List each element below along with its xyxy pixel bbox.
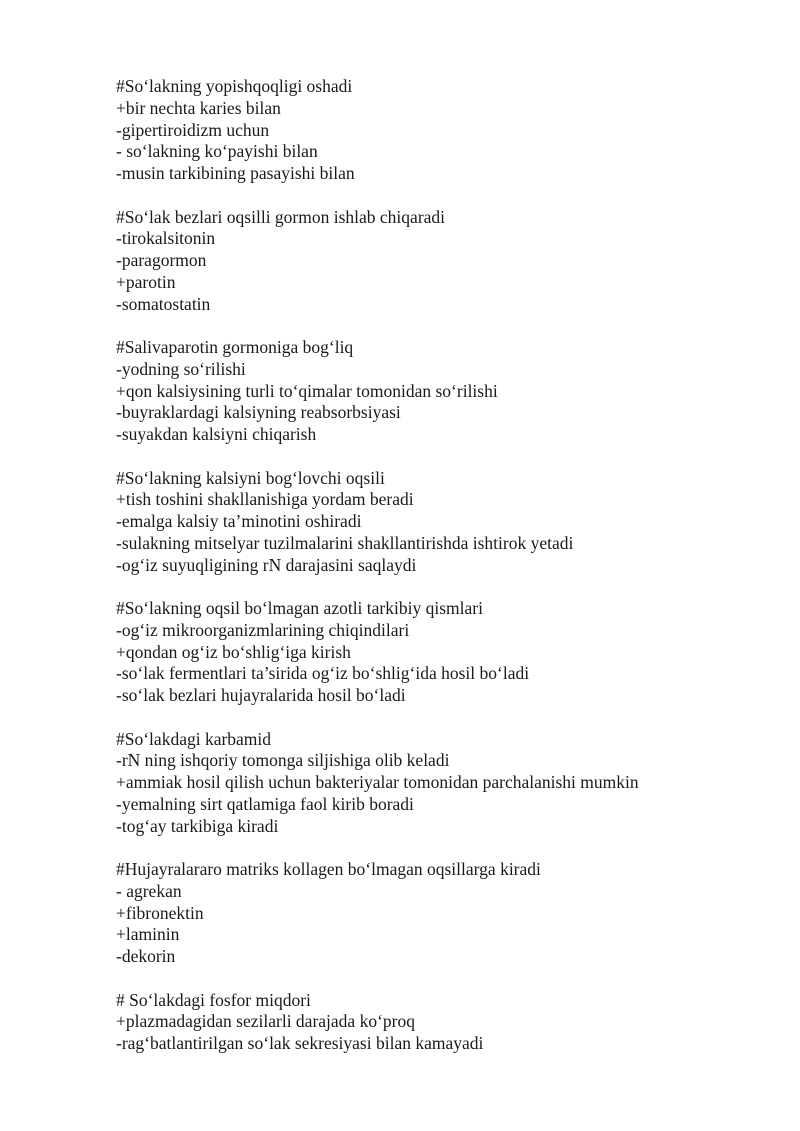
answer-option: -so‘lak bezlari hujayralarida hosil bo‘ladi — [116, 685, 406, 705]
answer-option: - so‘lakning ko‘payishi bilan — [116, 141, 318, 162]
answer-option: +fibronektin — [116, 902, 204, 923]
answer-option: +qondan og‘iz bo‘shlig‘iga kirish — [116, 641, 351, 662]
question-text: #Hujayralararo matriks kollagen bo‘lmagan oqsillarga kiradi — [116, 859, 541, 879]
answer-option: +parotin — [116, 271, 176, 292]
answer-option: +bir nechta karies bilan — [116, 97, 281, 118]
answer-option: -so‘lak fermentlari ta’sirida og‘iz bo‘shlig‘ida hosil bo‘ladi — [116, 663, 530, 684]
answer-option: -rag‘batlantirilgan so‘lak sekresiyasi bilan kamayadi — [116, 1033, 484, 1053]
question-block-5 — [116, 598, 756, 707]
answer-option: -paragormon — [116, 250, 207, 270]
question-text: #So‘lakdagi karbamid — [116, 728, 272, 749]
question-block-7 — [116, 859, 756, 968]
answer-option: +ammiak hosil qilish uchun bakteriyalar tomonidan parchalanishi mumkin — [116, 772, 639, 792]
answer-option: -buyraklardagi kalsiyning reabsorbsiyasi — [116, 402, 401, 423]
question-block-3 — [116, 337, 756, 446]
answer-option: -tirokalsitonin — [116, 228, 216, 249]
question-text: #So‘lakning kalsiyni bog‘lovchi oqsili — [116, 467, 385, 488]
answer-option: -tog‘ay tarkibiga kiradi — [116, 815, 279, 836]
answer-option: -gipertiroidizm uchun — [116, 119, 270, 140]
answer-option: -somatostatin — [116, 293, 211, 314]
question-text: #Salivaparotin gormoniga bog‘liq — [116, 337, 354, 357]
question-block-6 — [116, 729, 756, 838]
answer-option: -sulakning mitselyar tuzilmalarini shakllantirishda ishtirok yetadi — [116, 532, 574, 553]
question-block-4 — [116, 468, 756, 577]
question-text: #So‘lak bezlari oqsilli gormon ishlab chiqaradi — [116, 206, 446, 227]
answer-option: -dekorin — [116, 946, 176, 966]
question-block-1 — [116, 76, 756, 185]
answer-option: -rN ning ishqoriy tomonga siljishiga olib keladi — [116, 750, 450, 771]
answer-option: -og‘iz suyuqligining rN darajasini saqlaydi — [116, 554, 417, 575]
answer-option: +tish toshini shakllanishiga yordam beradi — [116, 489, 414, 510]
answer-option: +laminin — [116, 924, 180, 945]
answer-option: +qon kalsiysining turli to‘qimalar tomonidan so‘rilishi — [116, 380, 498, 401]
question-text: #So‘lakning yopishqoqligi oshadi — [116, 76, 353, 96]
answer-option: +plazmadagidan sezilarli darajada ko‘proq — [116, 1011, 415, 1032]
question-text: #So‘lakning oqsil bo‘lmagan azotli tarkibiy qismlari — [116, 598, 483, 618]
answer-option: -yodning so‘rilishi — [116, 358, 246, 379]
document-page — [116, 76, 756, 1077]
answer-option: -emalga kalsiy ta’minotini oshiradi — [116, 511, 362, 531]
answer-option: -og‘iz mikroorganizmlarining chiqindilari — [116, 619, 410, 640]
question-text: # So‘lakdagi fosfor miqdori — [116, 989, 311, 1010]
question-block-2 — [116, 207, 756, 316]
answer-option: -yemalning sirt qatlamiga faol kirib boradi — [116, 793, 414, 814]
answer-option: -musin tarkibining pasayishi bilan — [116, 163, 355, 183]
answer-option: - agrekan — [116, 880, 182, 901]
answer-option: -suyakdan kalsiyni chiqarish — [116, 424, 317, 444]
question-block-8 — [116, 990, 756, 1055]
